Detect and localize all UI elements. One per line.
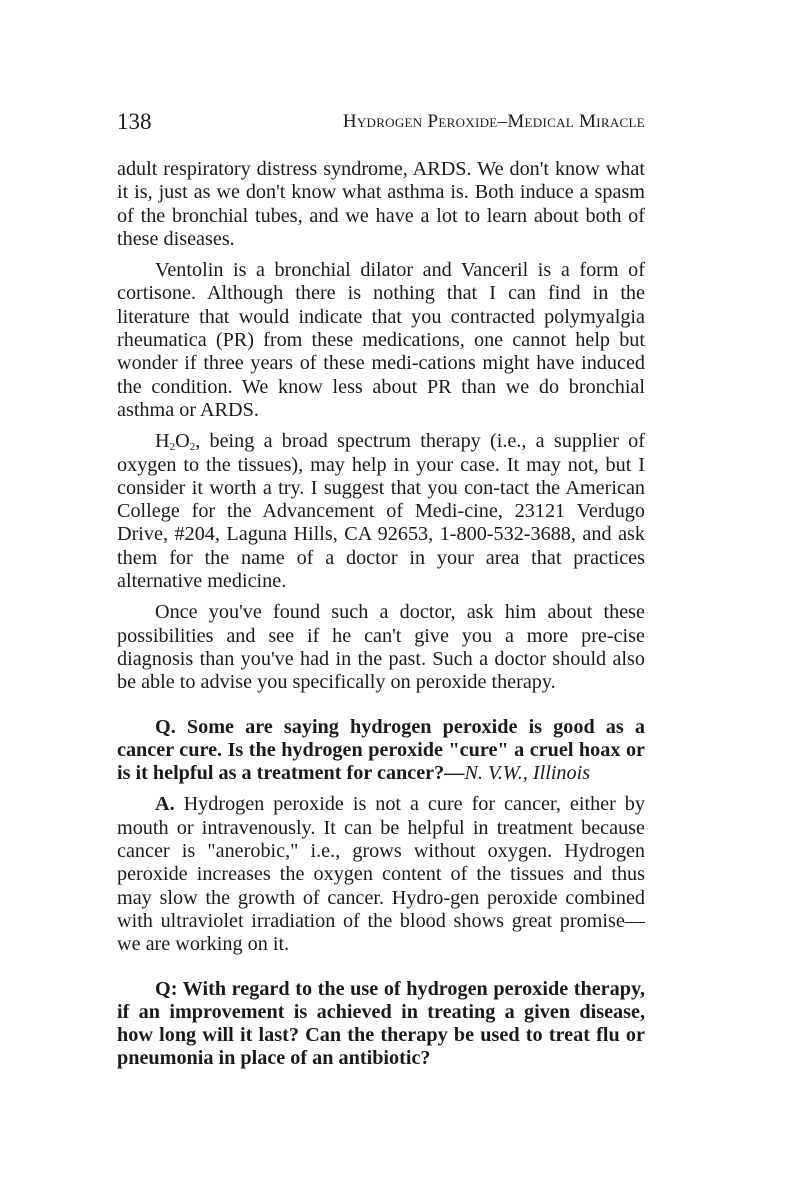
chem-subscript: 2 [189,441,196,454]
running-title: Hydrogen Peroxide–Medical Miracle [342,111,645,132]
page-header [117,108,645,138]
question-text: Q. Some are saying hydrogen peroxide is good as a cancer cure. Is the hydrogen peroxide "cure" a cruel hoax or is it helpful as a treatment for cancer?— [117,715,645,785]
body-text [117,158,645,1079]
question-cancer-cure [117,716,645,786]
paragraph-ards: adult respiratory distress syndrome, ARDS. We don't know what it is, just as we don't know what asthma is. Both induce a spasm of the bronchial tubes, and we have a lot to learn about both of these diseases. [117,158,645,250]
answer-cancer-cure [117,793,645,956]
question-attribution: N. V.W., Illinois [464,762,591,785]
paragraph-ventolin: Ventolin is a bronchial dilator and Vanceril is a form of cortisone. Although there is nothing that I can find in the literature that would indicate that you contracted polymyalgia rheumatica (PR) from these medications, one cannot help but wonder if three years of these medi-cations might have induced the condition. We know less about PR than we do bronchial asthma or ARDS. [117,259,645,421]
chem-h: H [155,430,170,453]
paragraph-find-doctor: Once you've found such a doctor, ask him about these possibilities and see if he can't give you a more pre-cise diagnosis than you've had in the past. Such a doctor should also be able to advise you specifically on peroxide therapy. [117,601,645,694]
question-improvement-duration: Q: With regard to the use of hydrogen peroxide therapy, if an improvement is achieved in treating a given disease, how long will it last? Can the therapy be used to treat flu or pneumonia in place of an antibiotic? [117,977,645,1070]
paragraph-h2o2-therapy [117,430,645,593]
page-number: 138 [117,109,152,134]
chem-subscript: 2 [169,441,176,454]
paragraph-h2o2-text: , being a broad spectrum therapy (i.e., a supplier of oxygen to the tissues), may help in your case. It may not, but I consider it worth a try. I suggest that you con-tact the American College for the Advancement of Medi-cine, 23121 Verdugo Drive, #204, Laguna Hills, CA 92653, 1-800-532-3688, and ask them for the name of a doctor in your area that practices alternative medicine. [117,430,645,593]
answer-text: Hydrogen peroxide is not a cure for cancer, either by mouth or intravenously. It can be helpful in treatment because cancer is "anerobic," i.e., grows without oxygen. Hydrogen peroxide increases the oxygen content of the tissues and thus may slow the growth of cancer. Hydro-gen peroxide combined with ultraviolet irradiation of the blood shows great promise—we are working on it. [117,793,645,956]
chem-o: O [175,430,190,453]
answer-label: A. [155,793,175,816]
